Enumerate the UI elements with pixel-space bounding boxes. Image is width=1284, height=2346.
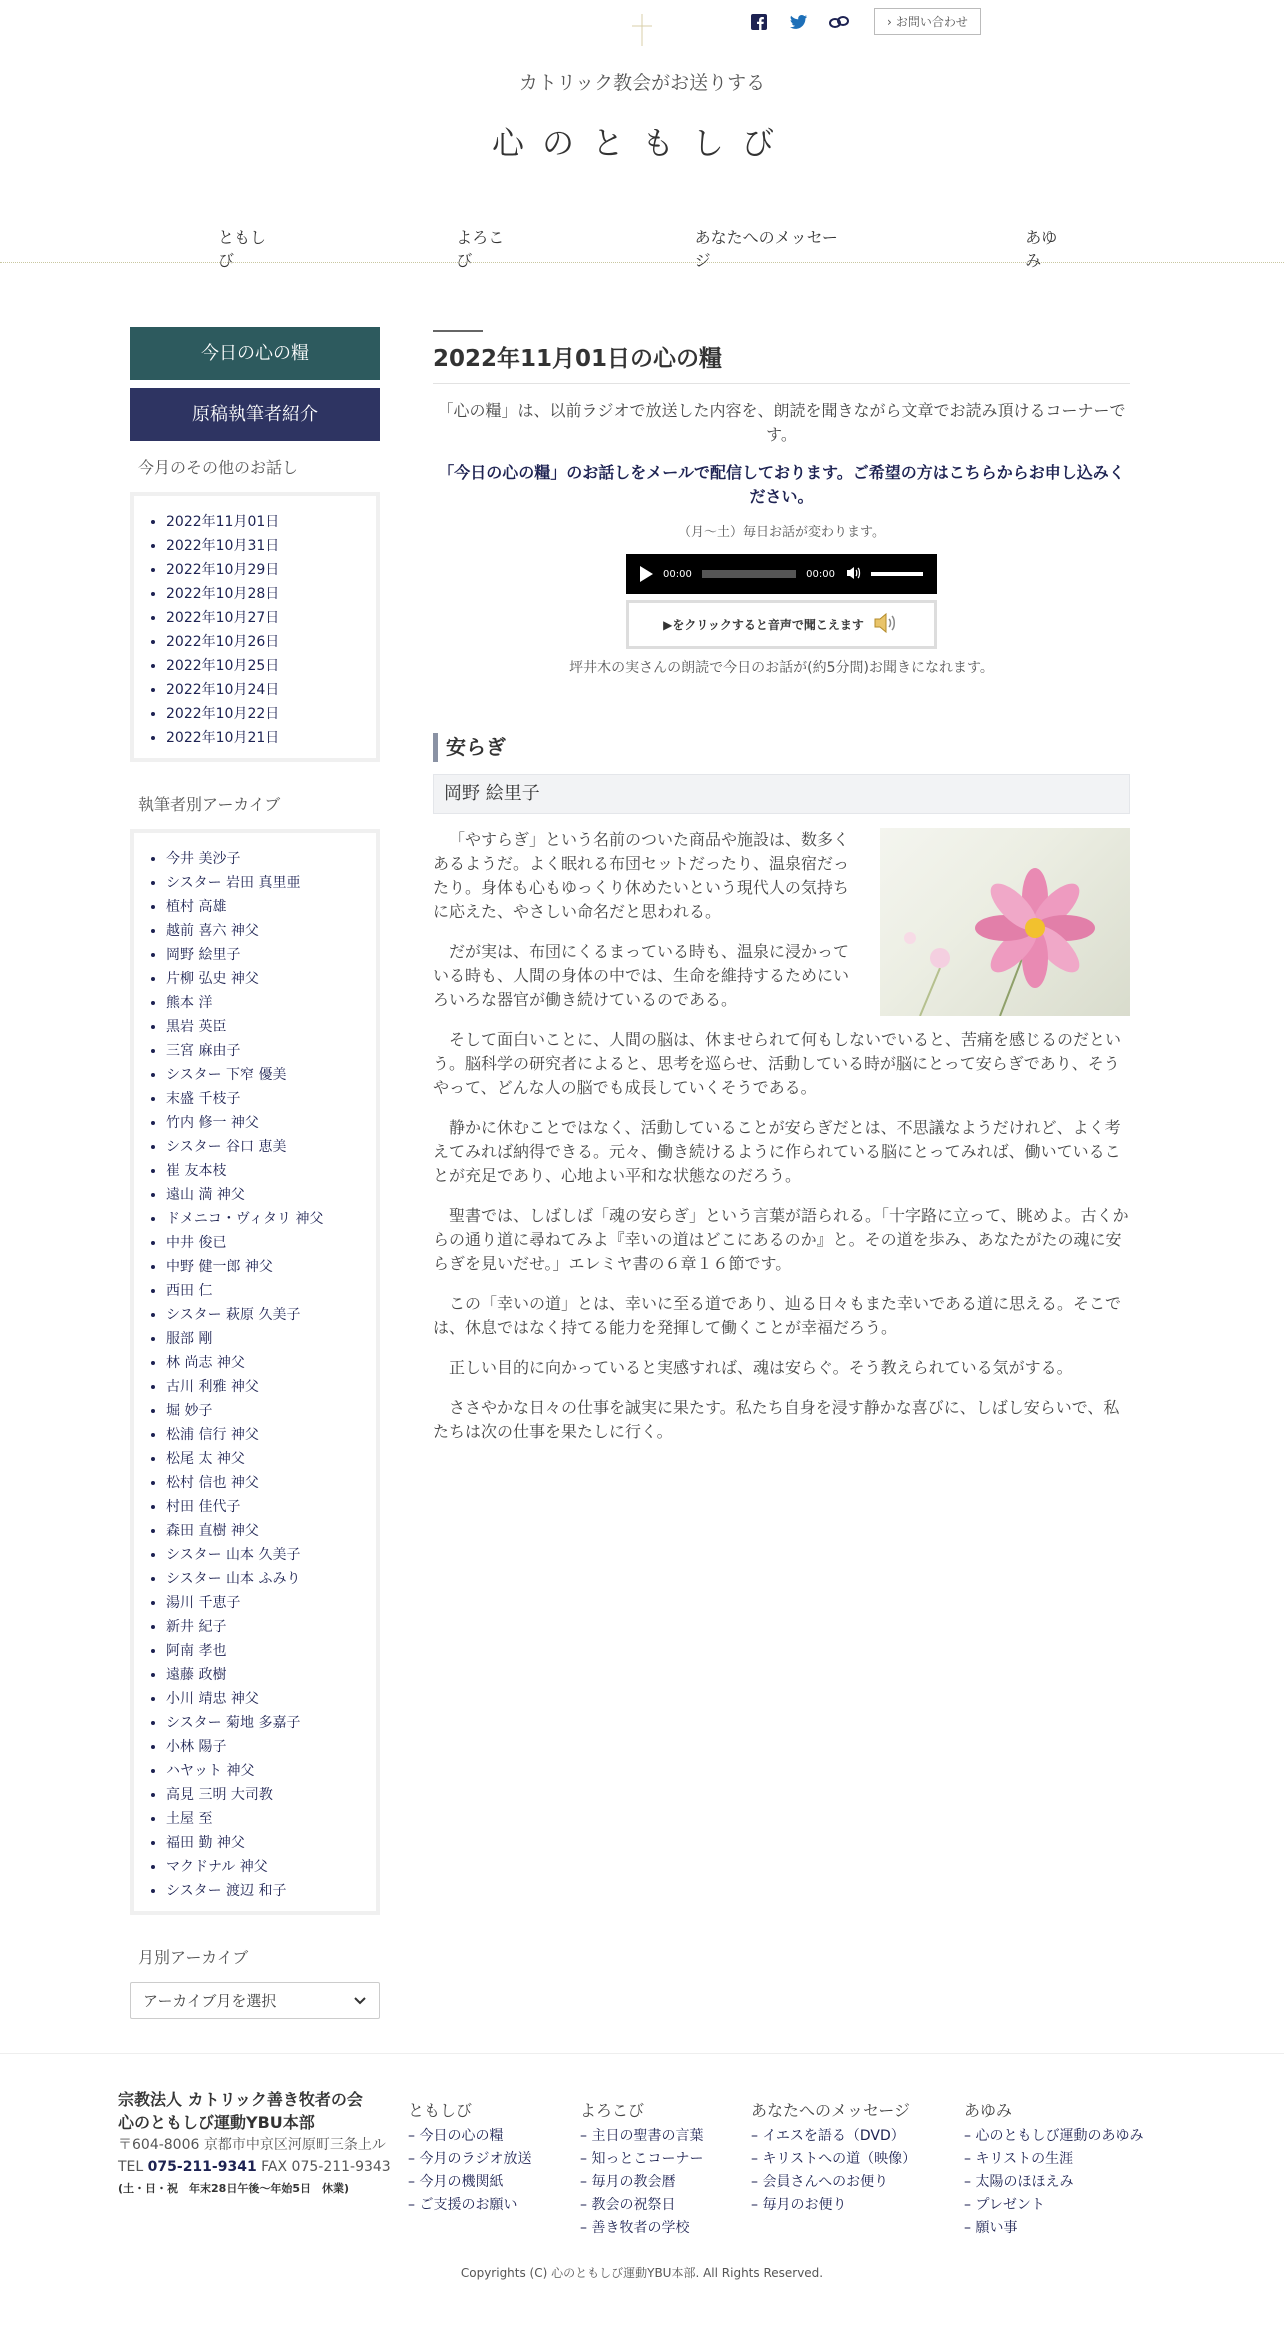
footer-link[interactable] xyxy=(408,2171,531,2194)
footer-link-link[interactable]: 心のともしび運動のあゆみ xyxy=(975,2128,1144,2144)
month-list-item-link[interactable]: 2022年10月29日 xyxy=(166,562,280,578)
current-time: 00:00 xyxy=(663,568,692,580)
total-time: 00:00 xyxy=(806,568,835,580)
author-list-item[interactable] xyxy=(166,1711,364,1735)
footer-link-link[interactable]: 知っとこコーナー xyxy=(591,2151,704,2167)
dash-bullet: – xyxy=(964,2174,976,2190)
monthly-archive-heading: 月別アーカイブ xyxy=(138,1948,249,1967)
copyright: Copyrights (C) 心のともしび運動YBU本部. All Rights Reserved. xyxy=(460,2266,824,2280)
author-list-item-link[interactable]: 末盛 千枝子 xyxy=(166,1091,241,1107)
author-list-item[interactable] xyxy=(166,1231,364,1255)
dash-bullet: – xyxy=(408,2151,420,2167)
sidebar xyxy=(130,327,380,2019)
author-name: 岡野 絵里子 xyxy=(433,774,1130,814)
title-mark xyxy=(433,330,483,332)
author-list-item-link[interactable]: シスター 山本 ふみり xyxy=(166,1571,301,1587)
author-list-item[interactable] xyxy=(166,1615,364,1639)
author-list-item[interactable] xyxy=(166,1303,364,1327)
link-icon[interactable] xyxy=(828,11,850,33)
author-list-item-link[interactable]: 竹内 修一 神父 xyxy=(166,1115,259,1131)
author-list-item-link[interactable]: シスター 谷口 恵美 xyxy=(166,1139,287,1155)
month-list-item-link[interactable]: 2022年10月26日 xyxy=(166,634,280,650)
author-list-item-link[interactable]: 松浦 信行 神父 xyxy=(166,1427,259,1443)
daily-note: （月～土）毎日お話が変わります。 xyxy=(678,525,885,540)
month-list-item[interactable] xyxy=(166,702,364,726)
author-list-item[interactable] xyxy=(166,991,364,1015)
footer-link[interactable] xyxy=(964,2148,1143,2171)
author-list-item-link[interactable]: 高見 三明 大司教 xyxy=(166,1787,273,1803)
footer-link[interactable] xyxy=(751,2125,916,2148)
footer-links xyxy=(751,2125,916,2217)
author-list-item-link[interactable]: 中野 健一郎 神父 xyxy=(166,1259,273,1275)
author-list-item-link[interactable]: 小林 陽子 xyxy=(166,1739,227,1755)
author-list-item-link[interactable]: 福田 勤 神父 xyxy=(166,1835,245,1851)
footer-col-yorokobi xyxy=(580,2098,703,2240)
dash-bullet: – xyxy=(964,2128,976,2144)
footer-divider xyxy=(0,2053,1284,2054)
dash-bullet: – xyxy=(580,2128,592,2144)
author-list-item-link[interactable]: ドメニコ・ヴィタリ 神父 xyxy=(166,1211,324,1227)
footer-link[interactable] xyxy=(964,2194,1143,2217)
audio-player xyxy=(626,554,937,594)
main-content xyxy=(433,330,1130,1460)
author-list-item-link[interactable]: シスター 菊地 多嘉子 xyxy=(166,1715,301,1731)
dash-bullet: – xyxy=(751,2128,763,2144)
paragraph: だが実は、布団にくるまっている時も、温泉に浸かっている時も、人間の身体の中では、生命を維持するためにいろいろな器官が働き続けているのである。 xyxy=(433,942,850,1009)
author-list-item-link[interactable]: 森田 直樹 神父 xyxy=(166,1523,259,1539)
footer-link-link[interactable]: 毎月のお便り xyxy=(762,2197,847,2213)
archive-month-select[interactable] xyxy=(130,1982,380,2019)
cross-icon xyxy=(630,12,654,52)
dash-bullet: – xyxy=(964,2197,976,2213)
paragraph: 聖書では、しばしば「魂の安らぎ」という言葉が語られる。「十字路に立って、眺めよ。古くからの通り道に尋ねてみよ『幸いの道はどこにあるのか』と。その道を歩み、あなたがたの魂に安らぎを見いだせ。」エレミヤ書の６章１６節です。 xyxy=(433,1206,1129,1273)
authors-heading: 執筆者別アーカイブ xyxy=(138,795,281,814)
footer-link[interactable] xyxy=(964,2217,1143,2240)
fax-number: FAX 075-211-9343 xyxy=(261,2159,391,2175)
footer-link[interactable] xyxy=(751,2148,916,2171)
dash-bullet: – xyxy=(751,2151,763,2167)
author-list-item[interactable] xyxy=(166,1471,364,1495)
month-list-item[interactable] xyxy=(166,630,364,654)
author-list-item[interactable] xyxy=(166,1831,364,1855)
nav-item-tomoshibi[interactable]: ともしび xyxy=(218,228,267,270)
footer-link[interactable] xyxy=(751,2194,916,2217)
org-name-2: 心のともしび運動YBU本部 xyxy=(118,2113,315,2132)
author-list-item[interactable] xyxy=(166,1855,364,1879)
mail-subscribe-link[interactable]: 「今日の心の糧」のお話しをメールで配信しております。ご希望の方はこちらからお申し込みください。 xyxy=(438,463,1125,506)
author-list-item-link[interactable]: 湯川 千恵子 xyxy=(166,1595,241,1611)
month-list-item-link[interactable]: 2022年10月24日 xyxy=(166,682,280,698)
author-list-item-link[interactable]: 阿南 孝也 xyxy=(166,1643,227,1659)
author-list-item[interactable] xyxy=(166,1495,364,1519)
org-hours: (土・日・祝 年末28日午後〜年始5日 休業) xyxy=(118,2182,350,2195)
facebook-icon[interactable] xyxy=(748,11,770,33)
author-list-item[interactable] xyxy=(166,1183,364,1207)
month-list-item-link[interactable]: 2022年10月22日 xyxy=(166,706,280,722)
footer-link[interactable] xyxy=(580,2148,703,2171)
paragraph: ささやかな日々の仕事を誠実に果たす。私たち自身を浸す静かな喜びに、しばし安らいで、私たちは次の仕事を果たしに行く。 xyxy=(433,1398,1120,1441)
author-list-item[interactable] xyxy=(166,1375,364,1399)
archive-select-value: アーカイブ月を選択 xyxy=(143,1992,277,2010)
author-list-item-link[interactable]: シスター 山本 久美子 xyxy=(166,1547,301,1563)
author-list-item-link[interactable]: 熊本 洋 xyxy=(166,995,213,1011)
month-heading: 今月のその他のお話し xyxy=(138,458,299,477)
month-list-item-link[interactable]: 2022年10月27日 xyxy=(166,610,280,626)
author-list-item-link[interactable]: 小川 靖忠 神父 xyxy=(166,1691,259,1707)
dash-bullet: – xyxy=(408,2174,420,2190)
author-list-item-link[interactable]: 堀 妙子 xyxy=(166,1403,213,1419)
author-list-item[interactable] xyxy=(166,1279,364,1303)
footer-link-link[interactable]: 今日の心の糧 xyxy=(419,2128,504,2144)
footer-link-link[interactable]: 会員さんへのお便り xyxy=(762,2174,889,2190)
author-list-item[interactable] xyxy=(166,847,364,871)
month-list-item[interactable] xyxy=(166,678,364,702)
footer-link-link[interactable]: プレゼント xyxy=(975,2197,1045,2213)
footer-link-link[interactable]: キリストの生涯 xyxy=(975,2151,1074,2167)
org-address: 〒604-8006 京都市中京区河原町三条上ル xyxy=(118,2137,386,2153)
intro-text: 「心の糧」は、以前ラジオで放送した内容を、朗読を聞きながら文章でお読み頂けるコーナーです。 xyxy=(437,401,1126,444)
volume-slider[interactable] xyxy=(871,572,923,576)
dash-bullet: – xyxy=(580,2174,592,2190)
month-list-item-link[interactable]: 2022年10月31日 xyxy=(166,538,280,554)
contact-label: お問い合わせ xyxy=(895,15,968,29)
month-list-item[interactable] xyxy=(166,582,364,606)
cosmos-flower-image xyxy=(880,828,1130,1016)
author-list-item[interactable] xyxy=(166,1543,364,1567)
listen-label: ▶をクリックすると音声で聞こえます xyxy=(663,618,864,632)
footer-link-link[interactable]: 今月の機関紙 xyxy=(419,2174,504,2190)
author-list-item-link[interactable]: 西田 仁 xyxy=(166,1283,213,1299)
author-list-item[interactable] xyxy=(166,1087,364,1111)
org-phone xyxy=(118,2156,408,2178)
reader-note: 坪井木の実さんの朗読で今日のお話が(約5分間)お聞きになれます。 xyxy=(569,660,994,676)
nav-item-message[interactable]: あなたへのメッセージ xyxy=(694,228,838,270)
footer-link-link[interactable]: 善き牧者の学校 xyxy=(591,2220,690,2236)
author-list-item[interactable] xyxy=(166,1135,364,1159)
author-list-item[interactable] xyxy=(166,1567,364,1591)
footer-link-link[interactable]: 太陽のほほえみ xyxy=(975,2174,1074,2190)
author-list-item-link[interactable]: 今井 美沙子 xyxy=(166,851,241,867)
author-list-item-link[interactable]: 岡野 絵里子 xyxy=(166,947,241,963)
month-list-item[interactable] xyxy=(166,654,364,678)
author-list xyxy=(130,829,380,1915)
footer-link[interactable] xyxy=(964,2125,1143,2148)
author-list-item-link[interactable]: 古川 利雅 神父 xyxy=(166,1379,259,1395)
author-list-item[interactable] xyxy=(166,1591,364,1615)
author-list-item-link[interactable]: 服部 剛 xyxy=(166,1331,213,1347)
author-list-item-link[interactable]: 松尾 太 神父 xyxy=(166,1451,245,1467)
author-list-item[interactable] xyxy=(166,1159,364,1183)
paragraph: 「やすらぎ」という名前のついた商品や施設は、数多くあるようだ。よく眠れる布団セットだったり、温泉宿だったり。身体も心もゆっくり休めたいという現代人の気持ちに応えた、やさしい命名だと思われる。 xyxy=(433,830,850,921)
author-list-item-link[interactable]: 松村 信也 神父 xyxy=(166,1475,259,1491)
footer-col-title: ともしび xyxy=(408,2101,473,2120)
org-name-1: 宗教法人 カトリック善き牧者の会 xyxy=(118,2090,363,2109)
dash-bullet: – xyxy=(580,2197,592,2213)
section-title: 安らぎ xyxy=(433,733,1130,762)
author-list-item-link[interactable]: シスター 渡辺 和子 xyxy=(166,1883,287,1899)
month-list-item[interactable] xyxy=(166,534,364,558)
author-list-item[interactable] xyxy=(166,1639,364,1663)
author-list-item[interactable] xyxy=(166,1111,364,1135)
author-list-item[interactable] xyxy=(166,1807,364,1831)
author-list-item[interactable] xyxy=(166,1783,364,1807)
footer-links xyxy=(408,2125,531,2217)
month-list-item[interactable] xyxy=(166,606,364,630)
footer-col-title: よろこび xyxy=(580,2101,645,2120)
author-list-item[interactable] xyxy=(166,1663,364,1687)
author-list-item-link[interactable]: 越前 喜六 神父 xyxy=(166,923,259,939)
nav-item-ayumi[interactable]: あゆみ xyxy=(1025,228,1058,270)
footer-link-link[interactable]: 教会の祝祭日 xyxy=(591,2197,676,2213)
author-list-item[interactable] xyxy=(166,1255,364,1279)
month-list-item-link[interactable]: 2022年10月21日 xyxy=(166,730,280,746)
chevron-down-icon xyxy=(353,1992,367,2010)
author-list-item-link[interactable]: 遠藤 政樹 xyxy=(166,1667,227,1683)
author-list-item-link[interactable]: 新井 紀子 xyxy=(166,1619,227,1635)
footer-link[interactable] xyxy=(751,2171,916,2194)
footer-link[interactable] xyxy=(580,2171,703,2194)
volume-icon[interactable] xyxy=(845,565,861,584)
month-list-item-link[interactable]: 2022年11月01日 xyxy=(166,514,280,530)
footer-col-title: あゆみ xyxy=(964,2101,1013,2120)
dash-bullet: – xyxy=(751,2174,763,2190)
footer-link[interactable] xyxy=(408,2125,531,2148)
play-icon[interactable] xyxy=(640,566,653,582)
footer-link[interactable] xyxy=(580,2125,703,2148)
month-list-item-link[interactable]: 2022年10月25日 xyxy=(166,658,280,674)
dash-bullet: – xyxy=(751,2197,763,2213)
footer-links xyxy=(580,2125,703,2240)
footer-link-link[interactable]: 今月のラジオ放送 xyxy=(419,2151,532,2167)
paragraph: 正しい目的に向かっていると実感すれば、魂は安らぐ。そう教えられている気がする。 xyxy=(449,1358,1073,1377)
author-list-item[interactable] xyxy=(166,1759,364,1783)
contact-button[interactable] xyxy=(874,8,981,35)
author-list-item-link[interactable]: 遠山 満 神父 xyxy=(166,1187,245,1203)
footer-link[interactable] xyxy=(580,2217,703,2240)
today-button[interactable]: 今日の心の糧 xyxy=(130,327,380,380)
article-body xyxy=(433,828,1130,1444)
site-title[interactable]: 心のともしび xyxy=(491,124,792,162)
author-list-item-link[interactable]: 林 尚志 神父 xyxy=(166,1355,245,1371)
footer-link-link[interactable]: キリストへの道（映像） xyxy=(762,2151,917,2167)
nav-divider xyxy=(0,262,1284,263)
footer-col-tomoshibi xyxy=(408,2098,531,2217)
footer-link-link[interactable]: 主日の聖書の言葉 xyxy=(591,2128,704,2144)
author-list-item[interactable] xyxy=(166,1519,364,1543)
site-subtitle: カトリック教会がお送りする xyxy=(518,72,766,94)
dash-bullet: – xyxy=(580,2220,592,2236)
speaker-icon xyxy=(872,611,900,638)
author-list-item[interactable] xyxy=(166,1207,364,1231)
author-list-item-link[interactable]: 中井 俊已 xyxy=(166,1235,227,1251)
author-list-item-link[interactable]: シスター 岩田 真里亜 xyxy=(166,875,301,891)
dash-bullet: – xyxy=(964,2151,976,2167)
footer-col-title: あなたへのメッセージ xyxy=(751,2101,911,2120)
global-nav xyxy=(130,225,1160,271)
author-list-item[interactable] xyxy=(166,943,364,967)
author-list-item[interactable] xyxy=(166,871,364,895)
author-list-item-link[interactable]: 村田 佳代子 xyxy=(166,1499,241,1515)
author-list-item[interactable] xyxy=(166,1399,364,1423)
footer-col-message xyxy=(751,2098,916,2217)
footer-link[interactable] xyxy=(408,2148,531,2171)
author-list-item-link[interactable]: 三宮 麻由子 xyxy=(166,1043,241,1059)
tel-label: TEL xyxy=(118,2159,144,2175)
top-utility-bar xyxy=(748,8,981,35)
month-list xyxy=(130,492,380,762)
author-list-item[interactable] xyxy=(166,1447,364,1471)
author-list-item[interactable] xyxy=(166,1351,364,1375)
author-list-item-link[interactable]: シスター 下窄 優美 xyxy=(166,1067,287,1083)
dash-bullet: – xyxy=(408,2197,420,2213)
footer-link-link[interactable]: 毎月の教会暦 xyxy=(591,2174,676,2190)
paragraph: そして面白いことに、人間の脳は、休ませられて何もしないでいると、苦痛を感じるのだという。脳科学の研究者によると、思考を巡らせ、活動している時が脳にとって安らぎであり、そうやって、どんな人の脳でも成長していくそうである。 xyxy=(433,1030,1122,1097)
author-list-item[interactable] xyxy=(166,1015,364,1039)
author-list-item-link[interactable]: 土屋 至 xyxy=(166,1811,213,1827)
author-list-item-link[interactable]: 黒岩 英臣 xyxy=(166,1019,227,1035)
author-list-item[interactable] xyxy=(166,1687,364,1711)
listen-button[interactable] xyxy=(626,600,937,649)
writers-button[interactable]: 原稿執筆者紹介 xyxy=(130,388,380,441)
footer-link[interactable] xyxy=(580,2194,703,2217)
month-list-item[interactable] xyxy=(166,726,364,750)
author-list-item-link[interactable]: 植村 高雄 xyxy=(166,899,227,915)
footer-link-link[interactable]: 願い事 xyxy=(975,2220,1018,2236)
footer-link-link[interactable]: イエスを語る（DVD） xyxy=(762,2128,905,2144)
author-list-item-link[interactable]: 崔 友本枝 xyxy=(166,1163,227,1179)
footer-col-ayumi xyxy=(964,2098,1143,2240)
footer-link-link[interactable]: ご支援のお願い xyxy=(419,2197,518,2213)
author-list-item[interactable] xyxy=(166,1423,364,1447)
footer-link[interactable] xyxy=(408,2194,531,2217)
author-list-item[interactable] xyxy=(166,1063,364,1087)
author-list-item[interactable] xyxy=(166,967,364,991)
author-list-item[interactable] xyxy=(166,1735,364,1759)
author-list-item[interactable] xyxy=(166,1327,364,1351)
month-list-item[interactable] xyxy=(166,510,364,534)
seek-bar[interactable] xyxy=(702,570,796,578)
paragraph: 静かに休むことではなく、活動していることが安らぎだとは、不思議なようだけれど、よく考えてみれば納得できる。元々、働き続けるように作られている脳にとってみれば、働いていることが充足であり、心地よい平和な状態なのだろう。 xyxy=(433,1118,1121,1185)
author-list-item-link[interactable]: シスター 萩原 久美子 xyxy=(166,1307,301,1323)
org-block xyxy=(118,2088,408,2200)
twitter-icon[interactable] xyxy=(788,11,810,33)
author-list-item-link[interactable]: 片柳 弘史 神父 xyxy=(166,971,259,987)
dash-bullet: – xyxy=(964,2220,976,2236)
author-list-item[interactable] xyxy=(166,1879,364,1903)
tel-number[interactable]: 075-211-9341 xyxy=(147,2159,257,2175)
month-list-item[interactable] xyxy=(166,558,364,582)
page-title: 2022年11月01日の心の糧 xyxy=(433,340,1130,384)
footer-links xyxy=(964,2125,1143,2240)
footer-link[interactable] xyxy=(964,2171,1143,2194)
chevron-right-icon: › xyxy=(887,14,892,29)
author-list-item[interactable] xyxy=(166,919,364,943)
author-list-item-link[interactable]: ハヤット 神父 xyxy=(166,1763,255,1779)
dash-bullet: – xyxy=(580,2151,592,2167)
month-list-item-link[interactable]: 2022年10月28日 xyxy=(166,586,280,602)
author-list-item-link[interactable]: マクドナル 神父 xyxy=(166,1859,268,1875)
paragraph: この「幸いの道」とは、幸いに至る道であり、辿る日々もまた幸いである道に思える。そこでは、休息ではなく持てる能力を発揮して働くことが幸福だろう。 xyxy=(433,1294,1122,1337)
author-list-item[interactable] xyxy=(166,895,364,919)
dash-bullet: – xyxy=(408,2128,420,2144)
author-list-item[interactable] xyxy=(166,1039,364,1063)
nav-item-yorokobi[interactable]: よろこび xyxy=(456,228,505,270)
